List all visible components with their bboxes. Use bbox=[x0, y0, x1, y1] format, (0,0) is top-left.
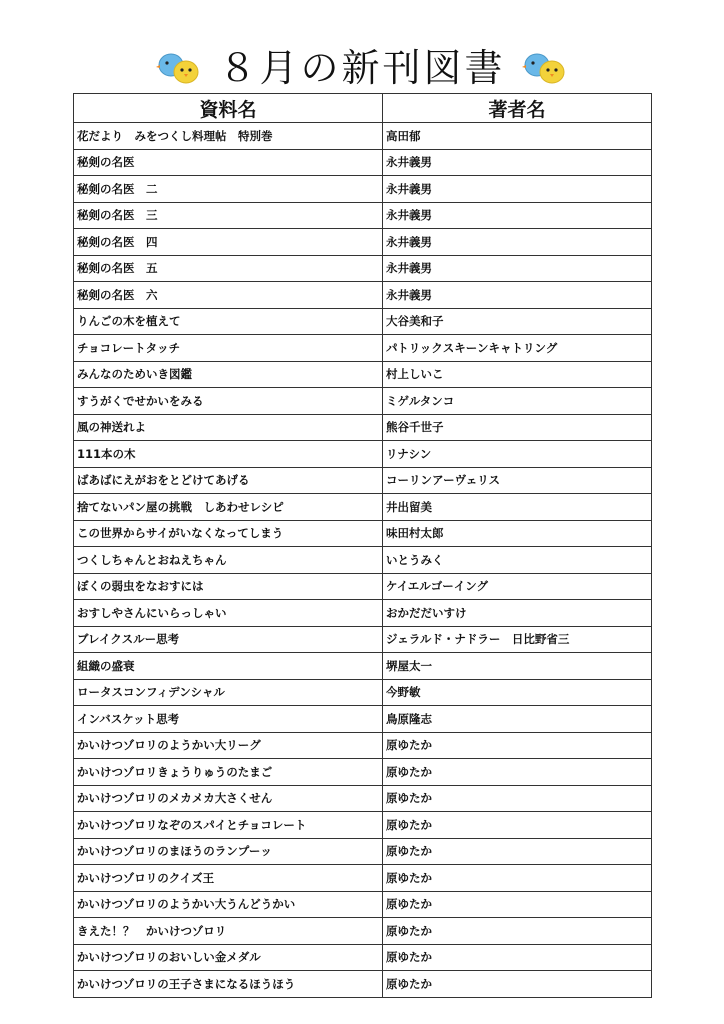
book-title-cell: きえた！？ かいけつゾロリ bbox=[74, 918, 383, 945]
book-title-cell: つくしちゃんとおねえちゃん bbox=[74, 547, 383, 574]
book-title-cell: かいけつゾロリのメカメカ大さくせん bbox=[74, 785, 383, 812]
table-row bbox=[74, 732, 652, 759]
book-author-cell: 原ゆたか bbox=[383, 838, 652, 865]
book-author-cell: 原ゆたか bbox=[383, 891, 652, 918]
book-author-cell: ジェラルド・ナドラー 日比野省三 bbox=[383, 626, 652, 653]
table-row bbox=[74, 361, 652, 388]
book-title-cell: 花だより みをつくし料理帖 特別巻 bbox=[74, 123, 383, 150]
table-row bbox=[74, 918, 652, 945]
table-row bbox=[74, 388, 652, 415]
book-author-cell: 永井義男 bbox=[383, 255, 652, 282]
table-row bbox=[74, 944, 652, 971]
book-author-cell: 永井義男 bbox=[383, 229, 652, 256]
book-author-cell: ミゲルタンコ bbox=[383, 388, 652, 415]
book-title-cell: インバスケット思考 bbox=[74, 706, 383, 733]
book-author-cell: 村上しいこ bbox=[383, 361, 652, 388]
book-title-cell: おすしやさんにいらっしゃい bbox=[74, 600, 383, 627]
book-author-cell: 永井義男 bbox=[383, 149, 652, 176]
table-row bbox=[74, 414, 652, 441]
book-title-cell: かいけつゾロリのクイズ王 bbox=[74, 865, 383, 892]
book-title-cell: かいけつゾロリきょうりゅうのたまご bbox=[74, 759, 383, 786]
book-title-cell: 組織の盛衰 bbox=[74, 653, 383, 680]
table-row bbox=[74, 865, 652, 892]
table-row bbox=[74, 759, 652, 786]
book-author-cell: 永井義男 bbox=[383, 176, 652, 203]
book-author-cell: おかだだいすけ bbox=[383, 600, 652, 627]
table-row bbox=[74, 255, 652, 282]
table-row bbox=[74, 229, 652, 256]
table-row bbox=[74, 123, 652, 150]
book-author-cell: 原ゆたか bbox=[383, 785, 652, 812]
book-title-cell: かいけつゾロリのようかい大リーグ bbox=[74, 732, 383, 759]
book-title-cell: かいけつゾロリなぞのスパイとチョコレート bbox=[74, 812, 383, 839]
book-author-cell: 鳥原隆志 bbox=[383, 706, 652, 733]
table-row bbox=[74, 335, 652, 362]
table-row bbox=[74, 785, 652, 812]
book-title-cell: かいけつゾロリの王子さまになるほうほう bbox=[74, 971, 383, 998]
book-title-cell: 風の神送れよ bbox=[74, 414, 383, 441]
column-header-title: 資料名 bbox=[74, 94, 383, 123]
book-title-cell: 秘剣の名医 六 bbox=[74, 282, 383, 309]
table-row bbox=[74, 600, 652, 627]
book-author-cell: 今野敏 bbox=[383, 679, 652, 706]
table-row bbox=[74, 176, 652, 203]
book-title-cell: 秘剣の名医 五 bbox=[74, 255, 383, 282]
table-row bbox=[74, 626, 652, 653]
book-title-cell: かいけつゾロリのおいしい金メダル bbox=[74, 944, 383, 971]
table-row bbox=[74, 149, 652, 176]
book-author-cell: 原ゆたか bbox=[383, 759, 652, 786]
table-row bbox=[74, 308, 652, 335]
table-row bbox=[74, 547, 652, 574]
book-author-cell: パトリックスキーンキャトリング bbox=[383, 335, 652, 362]
book-title-cell: 秘剣の名医 二 bbox=[74, 176, 383, 203]
book-author-cell: 井出留美 bbox=[383, 494, 652, 521]
book-title-cell: 秘剣の名医 四 bbox=[74, 229, 383, 256]
table-row bbox=[74, 812, 652, 839]
book-author-cell: リナシン bbox=[383, 441, 652, 468]
book-title-cell: この世界からサイがいなくなってしまう bbox=[74, 520, 383, 547]
twin-chicks-icon bbox=[522, 48, 568, 88]
book-author-cell: 堺屋太一 bbox=[383, 653, 652, 680]
table-body bbox=[74, 123, 652, 998]
book-title-cell: かいけつゾロリのようかい大うんどうかい bbox=[74, 891, 383, 918]
table-row bbox=[74, 653, 652, 680]
book-title-cell: みんなのためいき図鑑 bbox=[74, 361, 383, 388]
column-header-author: 著者名 bbox=[383, 94, 652, 123]
book-title-cell: 111本の木 bbox=[74, 441, 383, 468]
book-title-cell: ばあばにえがおをとどけてあげる bbox=[74, 467, 383, 494]
book-author-cell: 永井義男 bbox=[383, 282, 652, 309]
table-row bbox=[74, 467, 652, 494]
book-author-cell: 原ゆたか bbox=[383, 812, 652, 839]
table-row bbox=[74, 891, 652, 918]
book-title-cell: 捨てないパン屋の挑戦 しあわせレシピ bbox=[74, 494, 383, 521]
table-row bbox=[74, 441, 652, 468]
table-row bbox=[74, 573, 652, 600]
book-author-cell: 大谷美和子 bbox=[383, 308, 652, 335]
book-author-cell: いとうみく bbox=[383, 547, 652, 574]
book-author-cell: 永井義男 bbox=[383, 202, 652, 229]
book-title-cell: ブレイクスルー思考 bbox=[74, 626, 383, 653]
table-row bbox=[74, 520, 652, 547]
book-title-cell: かいけつゾロリのまほうのランプーッ bbox=[74, 838, 383, 865]
book-author-cell: 原ゆたか bbox=[383, 971, 652, 998]
book-author-cell: 熊谷千世子 bbox=[383, 414, 652, 441]
book-title-cell: チョコレートタッチ bbox=[74, 335, 383, 362]
table-row bbox=[74, 202, 652, 229]
table-row bbox=[74, 282, 652, 309]
table-row bbox=[74, 706, 652, 733]
book-title-cell: りんごの木を植えて bbox=[74, 308, 383, 335]
book-author-cell: ケイエルゴーイング bbox=[383, 573, 652, 600]
book-author-cell: 味田村太郎 bbox=[383, 520, 652, 547]
book-title-cell: ロータスコンフィデンシャル bbox=[74, 679, 383, 706]
table-row bbox=[74, 971, 652, 998]
book-author-cell: 原ゆたか bbox=[383, 944, 652, 971]
table-header-row bbox=[74, 94, 652, 123]
book-title-cell: すうがくでせかいをみる bbox=[74, 388, 383, 415]
book-table bbox=[73, 93, 652, 998]
twin-chicks-icon bbox=[156, 48, 202, 88]
book-author-cell: 高田郁 bbox=[383, 123, 652, 150]
book-author-cell: 原ゆたか bbox=[383, 865, 652, 892]
table-row bbox=[74, 838, 652, 865]
title-row bbox=[0, 40, 724, 96]
table-row bbox=[74, 679, 652, 706]
book-author-cell: 原ゆたか bbox=[383, 732, 652, 759]
book-author-cell: コーリンアーヴェリス bbox=[383, 467, 652, 494]
book-author-cell: 原ゆたか bbox=[383, 918, 652, 945]
book-title-cell: 秘剣の名医 三 bbox=[74, 202, 383, 229]
book-title-cell: ぼくの弱虫をなおすには bbox=[74, 573, 383, 600]
page-title: ８月の新刊図書 bbox=[218, 46, 506, 90]
table-row bbox=[74, 494, 652, 521]
book-title-cell: 秘剣の名医 bbox=[74, 149, 383, 176]
